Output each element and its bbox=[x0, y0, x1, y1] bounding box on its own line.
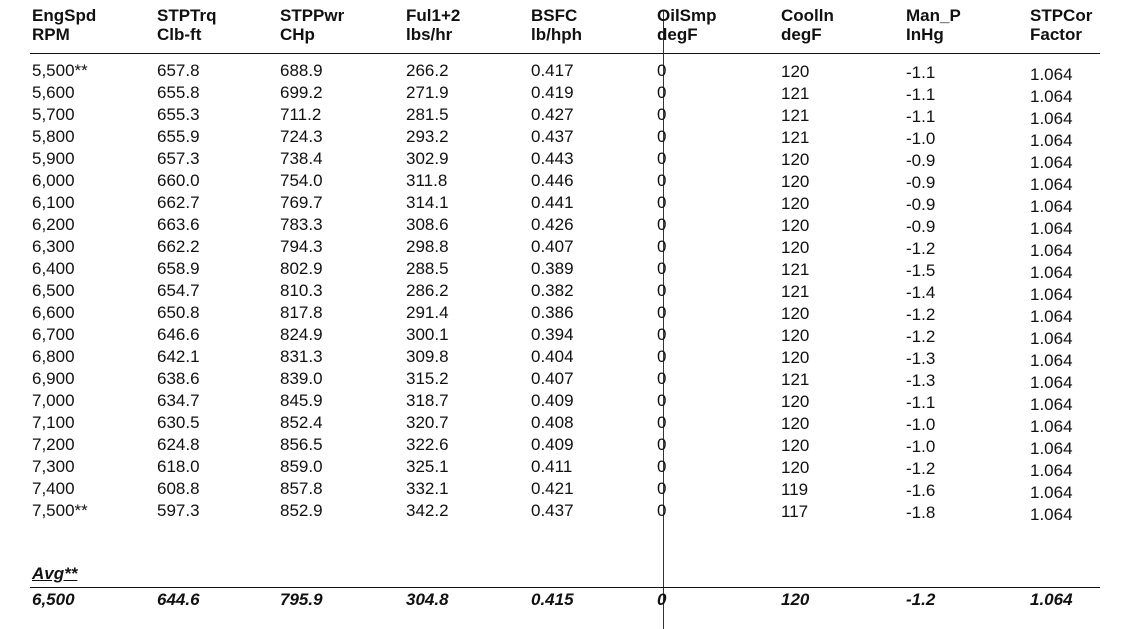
cell-stp-trq: 630.5 bbox=[157, 413, 200, 432]
cell-eng-spd: 7,500** bbox=[32, 501, 88, 520]
column-header-man-p bbox=[906, 6, 961, 44]
cell-stp-trq: 660.0 bbox=[157, 171, 200, 190]
cell-oil-smp: 0 bbox=[657, 105, 667, 124]
column-header-stp-pwr-unit: CHp bbox=[280, 25, 315, 44]
column-header-bsfc bbox=[531, 6, 582, 44]
cell-bsfc: 0.382 bbox=[531, 281, 574, 300]
column-header-bsfc-unit: lb/hph bbox=[531, 25, 582, 44]
cell-oil-smp: 0 bbox=[657, 83, 667, 102]
cell-eng-spd: 6,700 bbox=[32, 325, 75, 344]
cell-man-p: -1.1 bbox=[906, 393, 936, 412]
cell-coolant-in: 121 bbox=[781, 260, 810, 279]
cell-eng-spd: 5,900 bbox=[32, 149, 75, 168]
cell-eng-spd: 6,300 bbox=[32, 237, 75, 256]
avg-cell-oil-smp: 0 bbox=[657, 590, 667, 609]
cell-eng-spd: 5,800 bbox=[32, 127, 75, 146]
column-header-fuel-name: Ful1+2 bbox=[406, 6, 461, 25]
cell-eng-spd: 7,200 bbox=[32, 435, 75, 454]
cell-coolant-in: 121 bbox=[781, 282, 810, 301]
cell-oil-smp: 0 bbox=[657, 457, 667, 476]
cell-stp-cor: 1.064 bbox=[1030, 197, 1073, 216]
column-header-coolant-in-unit: degF bbox=[781, 25, 822, 44]
cell-stp-pwr: 845.9 bbox=[280, 391, 323, 410]
cell-bsfc: 0.389 bbox=[531, 259, 574, 278]
cell-oil-smp: 0 bbox=[657, 259, 667, 278]
cell-man-p: -1.1 bbox=[906, 63, 936, 82]
column-header-coolant-in bbox=[781, 6, 834, 44]
column-header-oil-smp-unit: degF bbox=[657, 25, 698, 44]
cell-stp-cor: 1.064 bbox=[1030, 439, 1073, 458]
cell-man-p: -1.1 bbox=[906, 107, 936, 126]
cell-stp-trq: 662.7 bbox=[157, 193, 200, 212]
cell-stp-pwr: 810.3 bbox=[280, 281, 323, 300]
cell-eng-spd: 7,100 bbox=[32, 413, 75, 432]
cell-oil-smp: 0 bbox=[657, 149, 667, 168]
cell-stp-cor: 1.064 bbox=[1030, 241, 1073, 260]
cell-man-p: -1.0 bbox=[906, 437, 936, 456]
avg-cell-coolant-in: 120 bbox=[781, 590, 810, 609]
cell-stp-pwr: 856.5 bbox=[280, 435, 323, 454]
cell-stp-trq: 624.8 bbox=[157, 435, 200, 454]
cell-stp-trq: 655.3 bbox=[157, 105, 200, 124]
cell-eng-spd: 5,500** bbox=[32, 61, 88, 80]
avg-cell-eng-spd: 6,500 bbox=[32, 590, 75, 609]
cell-fuel: 281.5 bbox=[406, 105, 449, 124]
cell-fuel: 320.7 bbox=[406, 413, 449, 432]
avg-underline bbox=[30, 587, 1100, 588]
cell-stp-cor: 1.064 bbox=[1030, 483, 1073, 502]
cell-stp-pwr: 824.9 bbox=[280, 325, 323, 344]
avg-cell-stp-pwr: 795.9 bbox=[280, 590, 323, 609]
cell-coolant-in: 120 bbox=[781, 326, 810, 345]
cell-stp-cor: 1.064 bbox=[1030, 417, 1073, 436]
cell-oil-smp: 0 bbox=[657, 303, 667, 322]
cell-man-p: -1.1 bbox=[906, 85, 936, 104]
cell-eng-spd: 7,000 bbox=[32, 391, 75, 410]
column-header-stp-cor-name: STPCor bbox=[1030, 6, 1093, 25]
cell-fuel: 266.2 bbox=[406, 61, 449, 80]
cell-fuel: 315.2 bbox=[406, 369, 449, 388]
cell-bsfc: 0.407 bbox=[531, 369, 574, 388]
cell-man-p: -1.3 bbox=[906, 371, 936, 390]
cell-stp-trq: 642.1 bbox=[157, 347, 200, 366]
cell-oil-smp: 0 bbox=[657, 413, 667, 432]
cell-coolant-in: 121 bbox=[781, 106, 810, 125]
cell-fuel: 291.4 bbox=[406, 303, 449, 322]
cell-coolant-in: 121 bbox=[781, 84, 810, 103]
cell-fuel: 288.5 bbox=[406, 259, 449, 278]
cell-bsfc: 0.394 bbox=[531, 325, 574, 344]
avg-cell-man-p: -1.2 bbox=[906, 590, 936, 609]
cell-stp-trq: 662.2 bbox=[157, 237, 200, 256]
cell-coolant-in: 120 bbox=[781, 62, 810, 81]
cell-stp-trq: 650.8 bbox=[157, 303, 200, 322]
cell-man-p: -1.2 bbox=[906, 305, 936, 324]
cell-eng-spd: 6,400 bbox=[32, 259, 75, 278]
cell-man-p: -1.5 bbox=[906, 261, 936, 280]
cell-stp-trq: 657.3 bbox=[157, 149, 200, 168]
cell-oil-smp: 0 bbox=[657, 501, 667, 520]
cell-stp-trq: 646.6 bbox=[157, 325, 200, 344]
column-header-oil-smp-name: OilSmp bbox=[657, 6, 717, 25]
column-header-man-p-name: Man_P bbox=[906, 6, 961, 25]
cell-fuel: 318.7 bbox=[406, 391, 449, 410]
column-header-stp-trq-unit: Clb-ft bbox=[157, 25, 202, 44]
cell-oil-smp: 0 bbox=[657, 369, 667, 388]
cell-fuel: 302.9 bbox=[406, 149, 449, 168]
cell-bsfc: 0.411 bbox=[531, 457, 573, 476]
avg-cell-fuel: 304.8 bbox=[406, 590, 449, 609]
cell-man-p: -1.3 bbox=[906, 349, 936, 368]
cell-stp-pwr: 699.2 bbox=[280, 83, 323, 102]
cell-stp-pwr: 724.3 bbox=[280, 127, 323, 146]
avg-cell-stp-trq: 644.6 bbox=[157, 590, 200, 609]
cell-stp-pwr: 754.0 bbox=[280, 171, 323, 190]
cell-stp-pwr: 783.3 bbox=[280, 215, 323, 234]
cell-stp-cor: 1.064 bbox=[1030, 461, 1073, 480]
cell-stp-cor: 1.064 bbox=[1030, 285, 1073, 304]
cell-oil-smp: 0 bbox=[657, 281, 667, 300]
cell-oil-smp: 0 bbox=[657, 479, 667, 498]
column-header-eng-spd-name: EngSpd bbox=[32, 6, 97, 25]
cell-man-p: -1.8 bbox=[906, 503, 936, 522]
cell-oil-smp: 0 bbox=[657, 391, 667, 410]
avg-cell-stp-cor: 1.064 bbox=[1030, 590, 1073, 609]
avg-cell-bsfc: 0.415 bbox=[531, 590, 574, 609]
cell-eng-spd: 6,100 bbox=[32, 193, 75, 212]
cell-stp-pwr: 839.0 bbox=[280, 369, 323, 388]
cell-stp-cor: 1.064 bbox=[1030, 351, 1073, 370]
cell-stp-trq: 638.6 bbox=[157, 369, 200, 388]
cell-man-p: -1.2 bbox=[906, 459, 936, 478]
cell-stp-trq: 618.0 bbox=[157, 457, 200, 476]
cell-eng-spd: 6,600 bbox=[32, 303, 75, 322]
cell-stp-cor: 1.064 bbox=[1030, 87, 1073, 106]
cell-bsfc: 0.417 bbox=[531, 61, 574, 80]
cell-bsfc: 0.446 bbox=[531, 171, 574, 190]
cell-fuel: 332.1 bbox=[406, 479, 449, 498]
cell-coolant-in: 120 bbox=[781, 172, 810, 191]
cell-man-p: -1.2 bbox=[906, 327, 936, 346]
cell-man-p: -0.9 bbox=[906, 173, 936, 192]
column-header-bsfc-name: BSFC bbox=[531, 6, 578, 25]
cell-coolant-in: 120 bbox=[781, 414, 810, 433]
cell-bsfc: 0.409 bbox=[531, 435, 574, 454]
cell-bsfc: 0.427 bbox=[531, 105, 574, 124]
cell-stp-pwr: 817.8 bbox=[280, 303, 323, 322]
cell-stp-pwr: 831.3 bbox=[280, 347, 323, 366]
cell-stp-cor: 1.064 bbox=[1030, 307, 1073, 326]
cell-eng-spd: 6,500 bbox=[32, 281, 75, 300]
header-underline bbox=[30, 53, 1100, 54]
cell-stp-pwr: 711.2 bbox=[280, 105, 322, 124]
cell-fuel: 311.8 bbox=[406, 171, 448, 190]
cell-bsfc: 0.408 bbox=[531, 413, 574, 432]
cell-stp-pwr: 802.9 bbox=[280, 259, 323, 278]
cell-stp-cor: 1.064 bbox=[1030, 175, 1073, 194]
cell-coolant-in: 117 bbox=[781, 502, 809, 521]
cell-man-p: -0.9 bbox=[906, 217, 936, 236]
cell-oil-smp: 0 bbox=[657, 61, 667, 80]
column-header-stp-cor-unit: Factor bbox=[1030, 25, 1082, 44]
cell-eng-spd: 6,000 bbox=[32, 171, 75, 190]
cell-eng-spd: 6,800 bbox=[32, 347, 75, 366]
cell-coolant-in: 121 bbox=[781, 128, 810, 147]
cell-fuel: 293.2 bbox=[406, 127, 449, 146]
cell-fuel: 298.8 bbox=[406, 237, 449, 256]
cell-stp-trq: 655.8 bbox=[157, 83, 200, 102]
cell-eng-spd: 7,400 bbox=[32, 479, 75, 498]
cell-man-p: -1.0 bbox=[906, 129, 936, 148]
column-header-oil-smp bbox=[657, 6, 717, 44]
cell-bsfc: 0.419 bbox=[531, 83, 574, 102]
cell-stp-cor: 1.064 bbox=[1030, 329, 1073, 348]
column-header-stp-trq bbox=[157, 6, 217, 44]
cell-fuel: 325.1 bbox=[406, 457, 449, 476]
cell-eng-spd: 6,900 bbox=[32, 369, 75, 388]
cell-oil-smp: 0 bbox=[657, 347, 667, 366]
cell-stp-trq: 663.6 bbox=[157, 215, 200, 234]
cell-coolant-in: 120 bbox=[781, 458, 810, 477]
cell-fuel: 342.2 bbox=[406, 501, 449, 520]
column-header-coolant-in-name: Coolln bbox=[781, 6, 834, 25]
cell-stp-cor: 1.064 bbox=[1030, 153, 1073, 172]
cell-stp-pwr: 769.7 bbox=[280, 193, 323, 212]
cell-stp-trq: 634.7 bbox=[157, 391, 200, 410]
cell-oil-smp: 0 bbox=[657, 237, 667, 256]
cell-stp-cor: 1.064 bbox=[1030, 395, 1073, 414]
cell-fuel: 322.6 bbox=[406, 435, 449, 454]
cell-oil-smp: 0 bbox=[657, 193, 667, 212]
cell-bsfc: 0.443 bbox=[531, 149, 574, 168]
cell-stp-cor: 1.064 bbox=[1030, 373, 1073, 392]
cell-bsfc: 0.407 bbox=[531, 237, 574, 256]
column-header-fuel-unit: lbs/hr bbox=[406, 25, 453, 44]
cell-stp-pwr: 688.9 bbox=[280, 61, 323, 80]
cell-stp-trq: 657.8 bbox=[157, 61, 200, 80]
cell-fuel: 271.9 bbox=[406, 83, 449, 102]
cell-stp-cor: 1.064 bbox=[1030, 65, 1073, 84]
column-header-stp-pwr-name: STPPwr bbox=[280, 6, 345, 25]
cell-bsfc: 0.409 bbox=[531, 391, 574, 410]
cell-coolant-in: 121 bbox=[781, 370, 810, 389]
cell-fuel: 286.2 bbox=[406, 281, 449, 300]
cell-stp-cor: 1.064 bbox=[1030, 505, 1073, 524]
cell-bsfc: 0.386 bbox=[531, 303, 574, 322]
cell-coolant-in: 120 bbox=[781, 150, 810, 169]
cell-eng-spd: 5,600 bbox=[32, 83, 75, 102]
avg-label: Avg** bbox=[32, 564, 78, 583]
cell-oil-smp: 0 bbox=[657, 215, 667, 234]
cell-bsfc: 0.421 bbox=[531, 479, 574, 498]
column-header-eng-spd bbox=[32, 6, 96, 44]
cell-coolant-in: 120 bbox=[781, 216, 810, 235]
column-header-stp-pwr bbox=[280, 6, 344, 44]
cell-oil-smp: 0 bbox=[657, 325, 667, 344]
cell-stp-trq: 655.9 bbox=[157, 127, 200, 146]
cell-stp-trq: 654.7 bbox=[157, 281, 200, 300]
cell-man-p: -1.2 bbox=[906, 239, 936, 258]
cell-stp-trq: 658.9 bbox=[157, 259, 200, 278]
cell-stp-cor: 1.064 bbox=[1030, 131, 1073, 150]
cell-man-p: -0.9 bbox=[906, 151, 936, 170]
cell-stp-pwr: 852.4 bbox=[280, 413, 323, 432]
cell-coolant-in: 120 bbox=[781, 436, 810, 455]
cell-fuel: 300.1 bbox=[406, 325, 449, 344]
cell-eng-spd: 5,700 bbox=[32, 105, 75, 124]
cell-eng-spd: 6,200 bbox=[32, 215, 75, 234]
cell-stp-pwr: 852.9 bbox=[280, 501, 323, 520]
column-header-eng-spd-unit: RPM bbox=[32, 25, 70, 44]
cell-coolant-in: 120 bbox=[781, 238, 810, 257]
cell-stp-cor: 1.064 bbox=[1030, 263, 1073, 282]
cell-stp-pwr: 738.4 bbox=[280, 149, 323, 168]
cell-coolant-in: 120 bbox=[781, 392, 810, 411]
column-header-fuel bbox=[406, 6, 460, 44]
cell-stp-trq: 597.3 bbox=[157, 501, 200, 520]
cell-man-p: -1.0 bbox=[906, 415, 936, 434]
cell-bsfc: 0.441 bbox=[531, 193, 574, 212]
cell-oil-smp: 0 bbox=[657, 171, 667, 190]
cell-stp-pwr: 859.0 bbox=[280, 457, 323, 476]
column-header-stp-trq-name: STPTrq bbox=[157, 6, 217, 25]
cell-coolant-in: 120 bbox=[781, 348, 810, 367]
cell-coolant-in: 119 bbox=[781, 480, 809, 499]
cell-fuel: 309.8 bbox=[406, 347, 449, 366]
cell-bsfc: 0.437 bbox=[531, 501, 574, 520]
cell-stp-pwr: 857.8 bbox=[280, 479, 323, 498]
cell-coolant-in: 120 bbox=[781, 304, 810, 323]
column-header-stp-cor bbox=[1030, 6, 1092, 44]
cell-fuel: 308.6 bbox=[406, 215, 449, 234]
cell-stp-cor: 1.064 bbox=[1030, 219, 1073, 238]
cell-oil-smp: 0 bbox=[657, 127, 667, 146]
cell-bsfc: 0.426 bbox=[531, 215, 574, 234]
cell-stp-trq: 608.8 bbox=[157, 479, 200, 498]
cell-man-p: -0.9 bbox=[906, 195, 936, 214]
column-header-man-p-unit: InHg bbox=[906, 25, 944, 44]
cell-man-p: -1.4 bbox=[906, 283, 936, 302]
cell-coolant-in: 120 bbox=[781, 194, 810, 213]
cell-oil-smp: 0 bbox=[657, 435, 667, 454]
cell-stp-pwr: 794.3 bbox=[280, 237, 323, 256]
cell-stp-cor: 1.064 bbox=[1030, 109, 1073, 128]
cell-man-p: -1.6 bbox=[906, 481, 936, 500]
cell-fuel: 314.1 bbox=[406, 193, 449, 212]
cell-eng-spd: 7,300 bbox=[32, 457, 75, 476]
cell-bsfc: 0.437 bbox=[531, 127, 574, 146]
cell-bsfc: 0.404 bbox=[531, 347, 574, 366]
